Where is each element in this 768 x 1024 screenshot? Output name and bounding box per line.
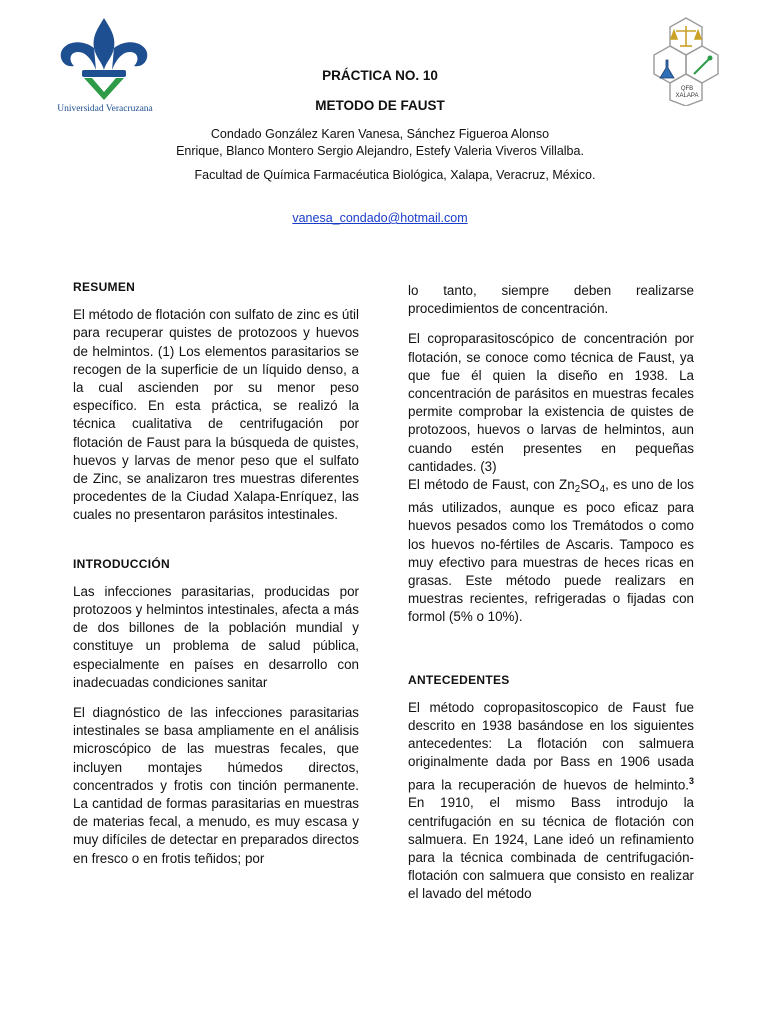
author-email-link[interactable]: vanesa_condado@hotmail.com bbox=[292, 211, 468, 225]
method-title: METODO DE FAUST bbox=[315, 98, 445, 113]
qfb-label: QFB XALAPA bbox=[675, 86, 699, 99]
resumen-paragraph: El método de flotación con sulfato de zinc es útil para recuperar quistes de protozoos y huevos de helmintos. (1) Los elementos parasitarios se recogen de la superficie de un líquido denso, a la cual ascienden por su menor peso específico. En esta práctica, se realizó la técnica cualitativa de centrifugación por flotación de Faust para la búsqueda de quistes, huevos y larvas de menor peso que el sulfato de Zinc, se analizaron tres muestras diferentes procedentes de la Ciudad Xalapa-Enríquez, las cuales no presentaron parásitos intestinales. bbox=[73, 307, 359, 523]
university-name: Universidad Veracruzana bbox=[57, 104, 153, 114]
authors-line-1: Condado González Karen Vanesa, Sánchez Figueroa Alonso bbox=[210, 127, 550, 141]
practice-title: PRÁCTICA NO. 10 bbox=[322, 68, 438, 83]
intro-paragraph-4b: El método de Faust, con $Zn_2SO_4$, es uno de los más utilizados, aunque es poco eficaz para huevos pesados como los Tremátodos o como los huevos no-fértiles de Ascaris. Tampoco es muy efectivo para muestras de heces ricas en grasas. Este método puede realizars en muestras recientes, refrigeradas o fijadas con formol (5% o 10%). bbox=[408, 477, 694, 625]
fleur-de-lis-icon bbox=[54, 14, 154, 102]
resumen-heading: RESUMEN bbox=[73, 280, 136, 294]
qfb-xalapa-logo bbox=[636, 16, 736, 106]
intro-paragraph-4: El coproparasitoscópico de concentración por flotación, se conoce como técnica de Faust, ya que fue él quien la diseño en 1938. La concentración de parásitos en muestras fecales permite comprobar la existencia de quistes de protozoos, huevos o larvas de helmintos, aun cuando estén presentes en pequeñas cantidades. (3) bbox=[408, 331, 694, 474]
authors-line-2: Enrique, Blanco Montero Sergio Alejandro, Estefy Valeria Viveros Villalba. bbox=[176, 144, 584, 158]
introduccion-heading: INTRODUCCIÓN bbox=[73, 556, 170, 571]
right-column bbox=[408, 282, 694, 916]
intro-paragraph-3: lo tanto, siempre deben realizarse procedimientos de concentración. bbox=[408, 283, 694, 317]
intro-paragraph-2: El diagnóstico de las infecciones parasitarias intestinales se basa ampliamente en el análisis microscópico de las muestras fecales, que incluyen montajes húmedos directos, concentrados y frotis con tinción permanente. La cantidad de formas parasitarias en muestras de materias fecal, a menudo, es muy escasa y muy difíciles de detectar en preparados directos en fresco o en frotis teñidos; por bbox=[73, 705, 359, 866]
left-column bbox=[73, 278, 359, 880]
antecedentes-paragraph: El método copropasitoscopico de Faust fue descrito en 1938 basándose en los siguientes antecedentes: La flotación con salmuera originalmente dada por Bass en 1906 usada para la recuperación de huevos de helminto.$^3$ En 1910, el mismo Bass introdujo la centrifugación en su técnica de flotación con salmuera. En 1924, Lane ideó un refinamiento para la técnica combinada de centrifugación-flotación con salmuera que consisto en realizar el lavado del método bbox=[408, 699, 694, 902]
antecedentes-heading: ANTECEDENTES bbox=[408, 672, 510, 687]
faculty-affiliation: Facultad de Química Farmacéutica Biológica, Xalapa, Veracruz, México. bbox=[194, 168, 596, 182]
intro-paragraph-1: Las infecciones parasitarias, producidas por protozoos y helmintos intestinales, afecta a más de dos billones de la población mundial y constituye un problema de salud pública, especialmente en países en desarrollo con inadecuadas condiciones sanitar bbox=[73, 583, 359, 690]
